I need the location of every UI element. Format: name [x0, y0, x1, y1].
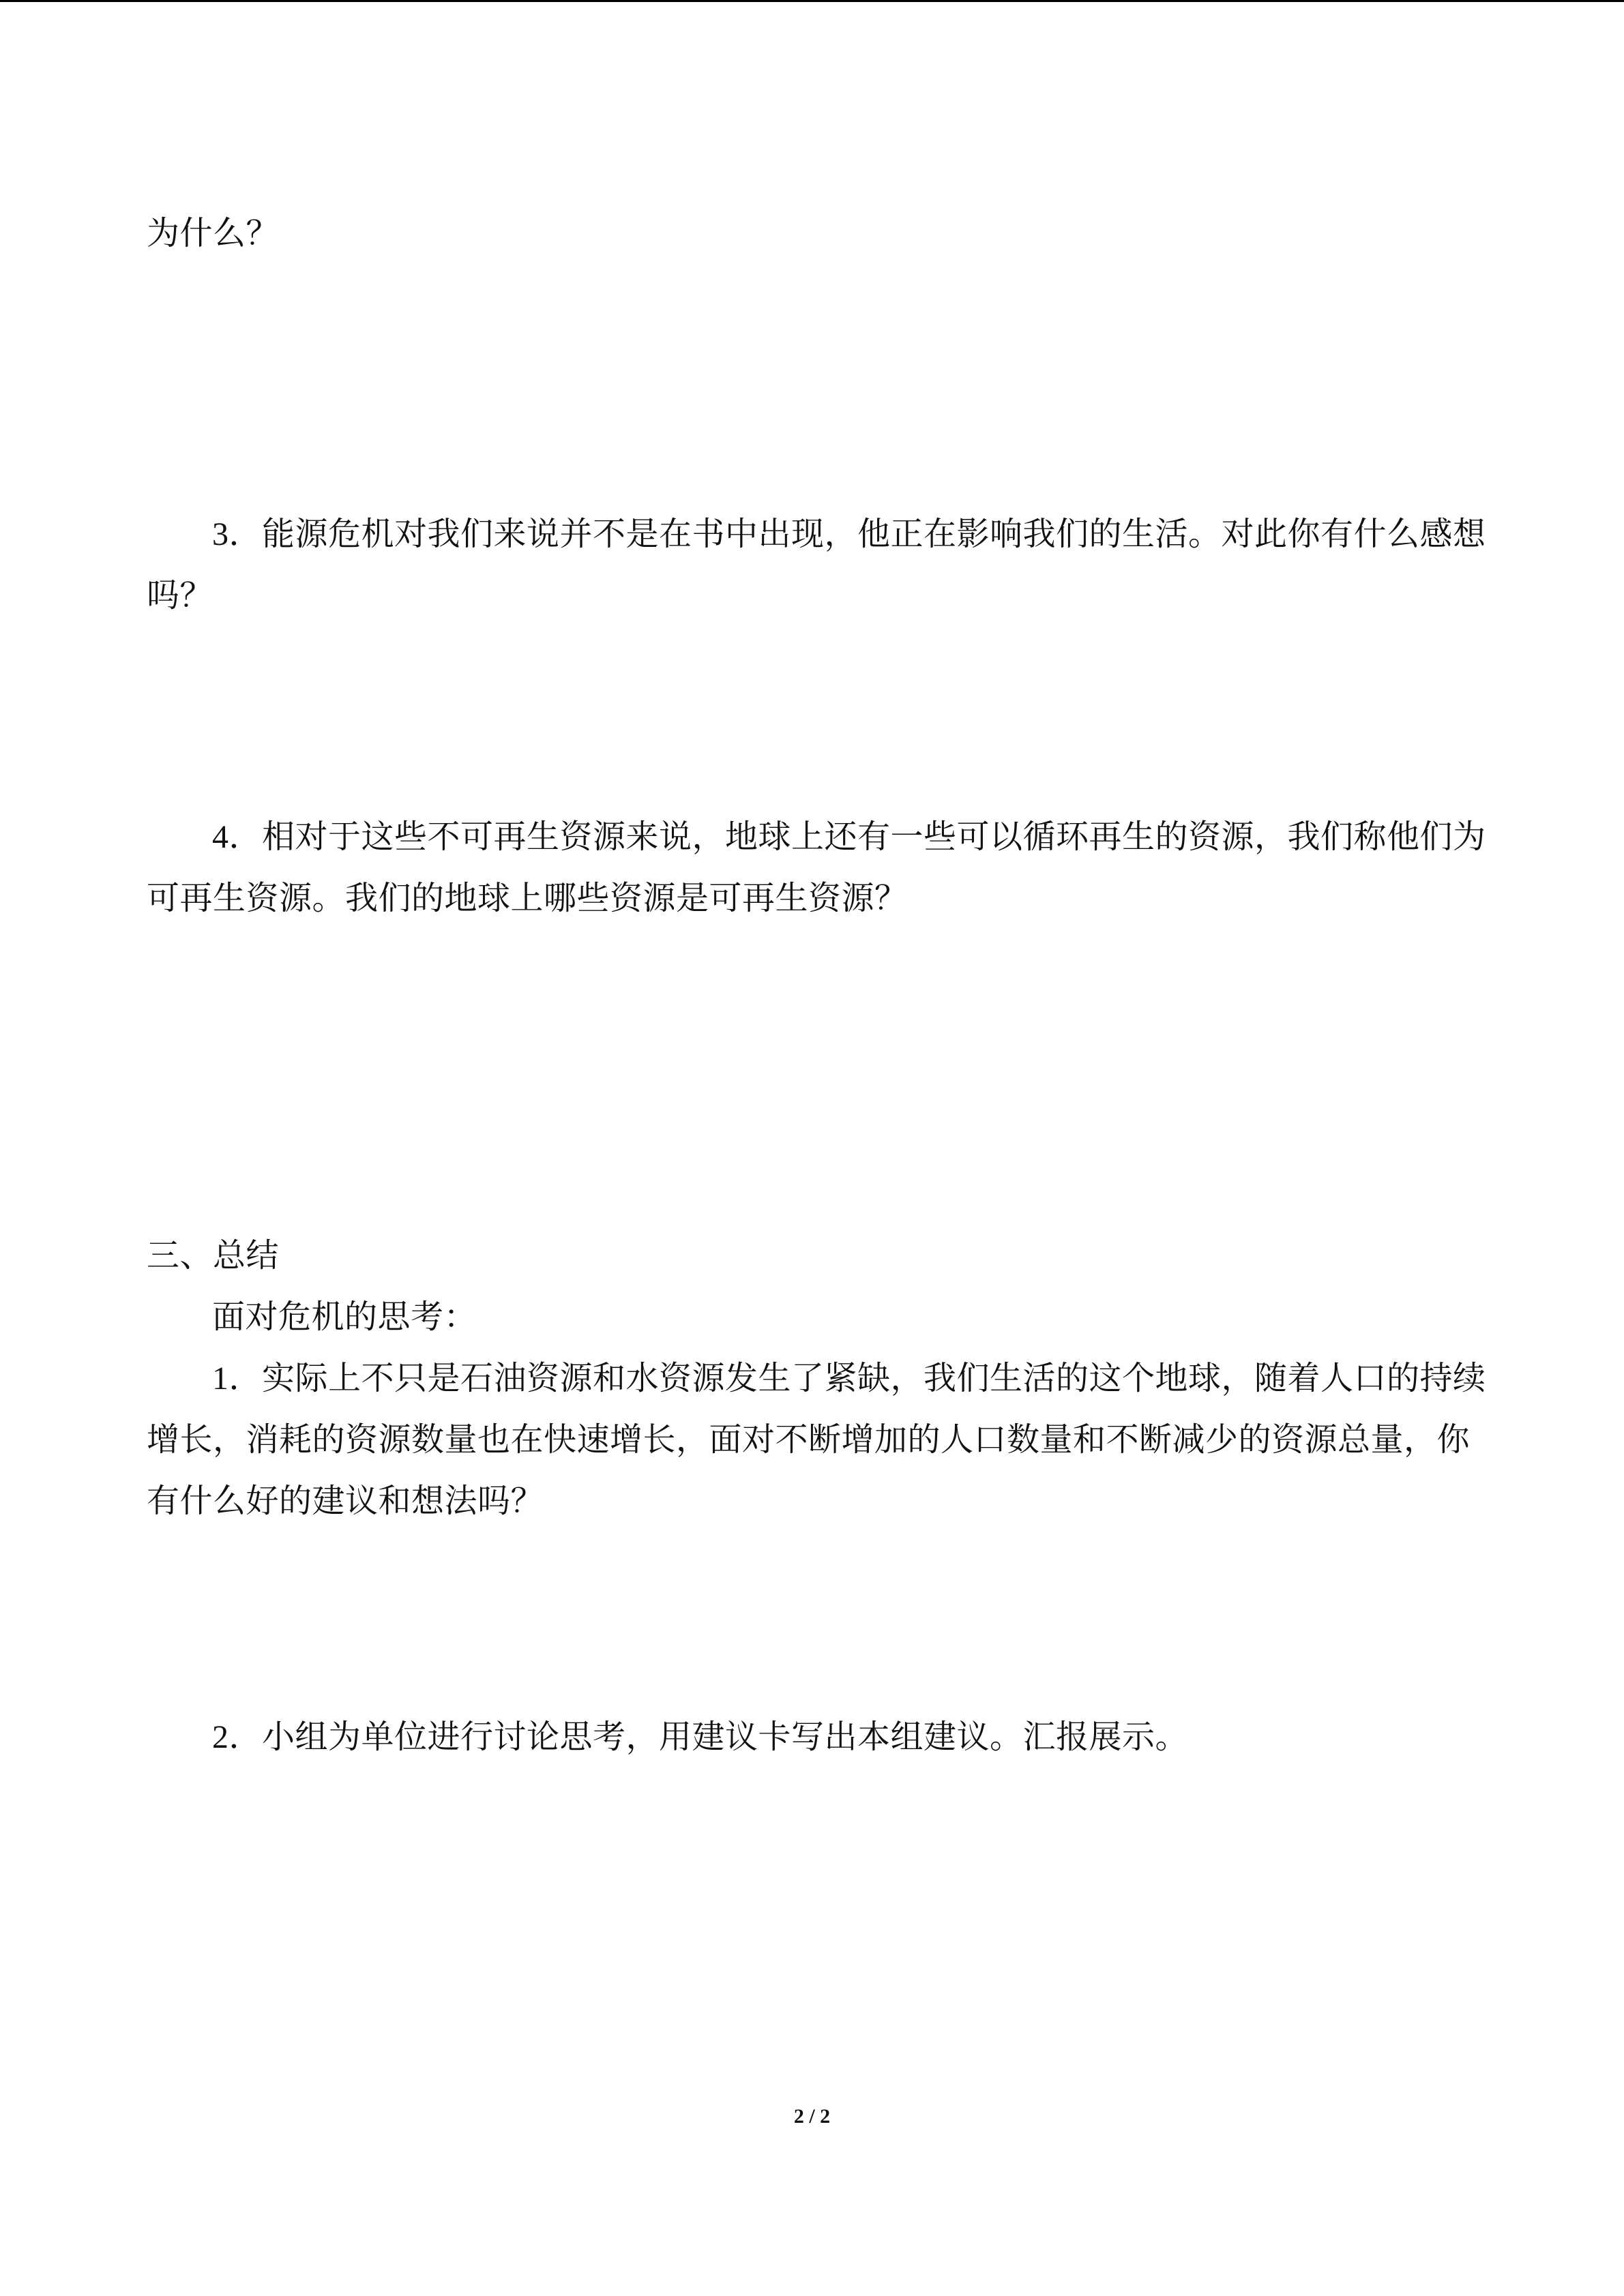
- text-line: 3．能源危机对我们来说并不是在书中出现，他正在影响我们的生活。对此你有什么感想: [212, 516, 1486, 552]
- text-line: 可再生资源。我们的地球上哪些资源是可再生资源？: [147, 880, 908, 916]
- question-4: [147, 807, 1486, 929]
- text-line: 4．相对于这些不可再生资源来说，地球上还有一些可以循环再生的资源，我们称他们为: [212, 819, 1486, 855]
- summary-item-2: [147, 1707, 1483, 1768]
- text-line: 2．小组为单位进行讨论思考，用建议卡写出本组建议。汇报展示。: [212, 1719, 1189, 1755]
- continued-question-text: [147, 203, 1483, 265]
- summary-item-1: [147, 1348, 1486, 1532]
- text-line: 为什么？: [147, 215, 280, 252]
- page-number: 2 / 2: [793, 2105, 831, 2128]
- text-line: 1．实际上不只是石油资源和水资源发生了紧缺，我们生活的这个地球，随着人口的持续: [212, 1360, 1486, 1397]
- text-line: 增长，消耗的资源数量也在快速增长，面对不断增加的人口数量和不断减少的资源总量，你: [147, 1422, 1471, 1458]
- text-line: 吗？: [147, 578, 213, 614]
- section-intro: 面对危机的思考：: [212, 1299, 477, 1335]
- section-heading: 三、总结: [147, 1238, 280, 1274]
- text-line: 有什么好的建议和想法吗？: [147, 1483, 544, 1519]
- summary-section: [147, 1225, 1486, 1532]
- question-3: [147, 504, 1486, 627]
- page-top-border: [0, 0, 1624, 2]
